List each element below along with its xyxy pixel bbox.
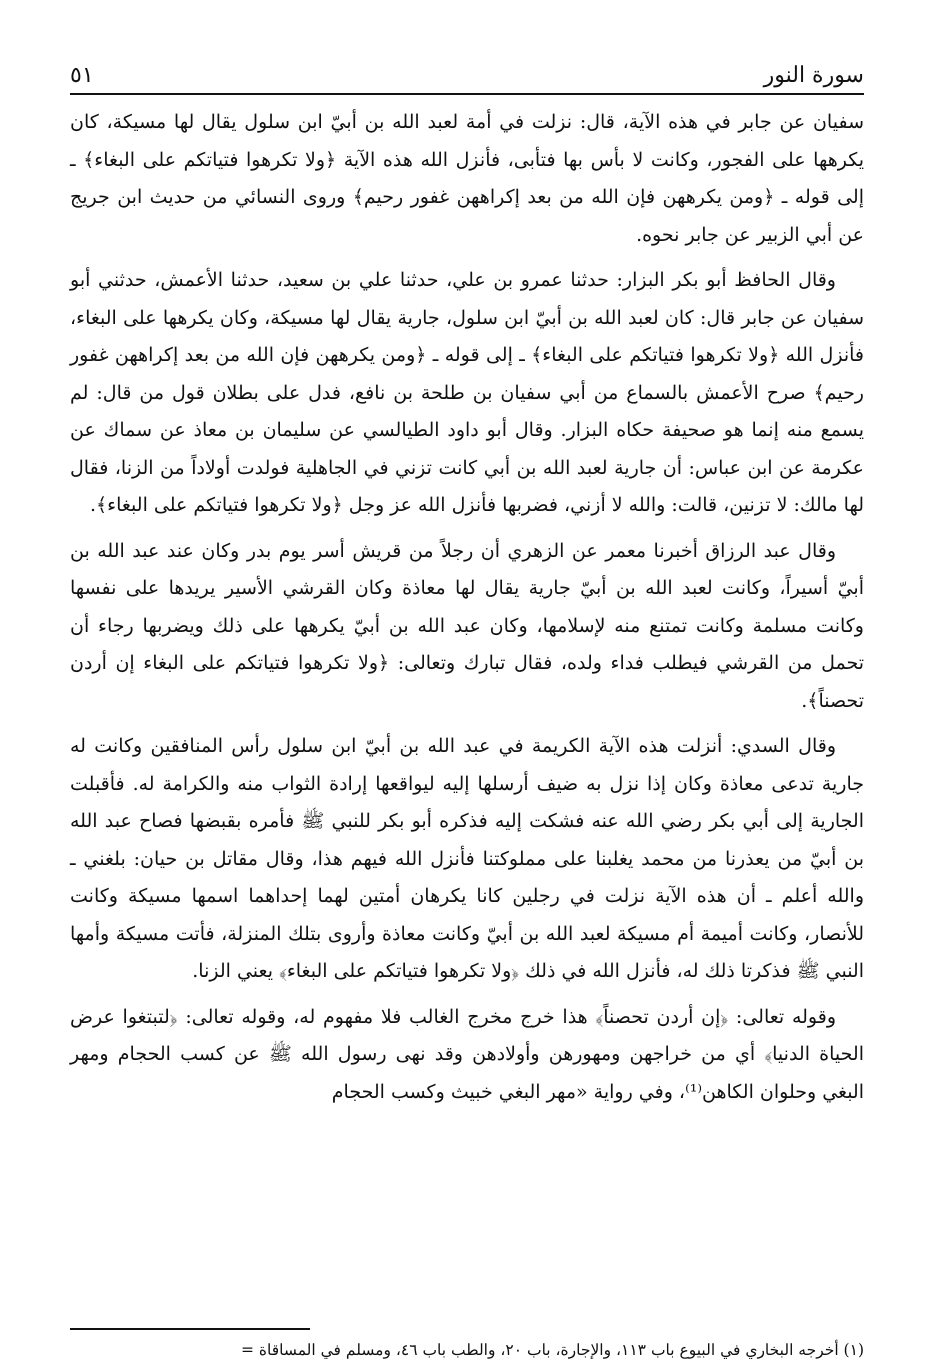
page-number: ٥١ — [70, 63, 94, 88]
footnote: (١) أخرجه البخاري في البيوع باب ١١٣، والإجارة، باب ٢٠، والطب باب ٤٦، ومسلم في المساقاة = — [240, 1341, 864, 1359]
paragraph-1: سفيان عن جابر في هذه الآية، قال: نزلت في أمة لعبد الله بن أبيّ ابن سلول يقال لها مسيكة، كان يكرهها على الفجور، وكانت لا بأس بها فتأبى، فأنزل الله هذه الآية ﴿ولا تكرهوا فتياتكم على البغاء﴾ ـ إلى قوله ـ ﴿ومن يكرههن فإن الله من بعد إكراههن غفور رحيم﴾ وروى النسائي من حديث ابن جريج عن أبي الزبير عن جابر نحوه. — [70, 111, 864, 246]
surah-title: سورة النور — [763, 63, 864, 88]
paragraph-2: وقال الحافظ أبو بكر البزار: حدثنا عمرو بن علي، حدثنا علي بن سعيد، حدثنا الأعمش، حدثني أبو سفيان عن جابر قال: كان لعبد الله بن أبيّ ابن سلول، جارية يقال لها مسيكة، وكان يكرهها على البغاء، فأنزل الله ﴿ولا تكرهوا فتياتكم على البغاء﴾ ـ إلى قوله ـ ﴿ومن يكرههن فإن الله من بعد إكراههن غفور رحيم﴾ صرح الأعمش بالسماع من أبي سفيان بن طلحة بن نافع، فدل على بطلان قول من قال: لم يسمع منه إنما هو صحيفة حكاه البزار. وقال أبو داود الطيالسي عن سليمان بن معاذ عن سماك عن عكرمة عن ابن عباس: أن جارية لعبد الله بن أبي كانت تزني في الجاهلية فولدت أولاداً من الزنا، فقال لها مالك: لا تزنين، قالت: والله لا أزني، فضربها فأنزل الله عز وجل ﴿ولا تكرهوا فتياتكم على البغاء﴾. — [70, 269, 864, 516]
paragraph-3: وقال عبد الرزاق أخبرنا معمر عن الزهري أن رجلاً من قريش أسر يوم بدر وكان عند عبد الله بن أبيّ أسيراً، وكانت لعبد الله بن أبيّ جارية يقال لها معاذة وكان القرشي الأسير يريدها على نفسها وكانت مسلمة وكانت تمتنع منه لإسلامها، وكان عبد الله بن أبيّ يكرهها على ذلك ويضربها رجاء أن تحمل من القرشي فيطلب فداء ولده، فقال تبارك وتعالى: ﴿ولا تكرهوا فتياتكم على البغاء إن أردن تحصناً﴾. — [70, 539, 864, 712]
page-header — [70, 52, 864, 92]
footnote-rule — [70, 1328, 310, 1330]
header-rule — [70, 93, 864, 95]
paragraph-4: وقال السدي: أنزلت هذه الآية الكريمة في عبد الله بن أبيّ ابن سلول رأس المنافقين وكانت له جارية تدعى معاذة وكان إذا نزل به ضيف أرسلها إليه ليواقعها إرادة الثواب منه والكرامة له. فأقبلت الجارية إلى أبي بكر رضي الله عنه فشكت إليه فذكره أبو بكر للنبي ﷺ فأمره بقبضها فصاح عبد الله بن أبيّ من يعذرنا من محمد يغلبنا على مملوكتنا فأنزل الله فيهم هذا، وقال مقاتل بن حيان: بلغني ـ والله أعلم ـ أن هذه الآية نزلت في رجلين كانا يكرهان أمتين لهما إحداهما اسمها مسيكة وكانت للأنصار، وكانت أميمة أم مسيكة لعبد الله بن أبيّ وكانت معاذة وأروى بتلك المنزلة، فأتت مسيكة وأمها النبي ﷺ فذكرتا ذلك له، فأنزل الله في ذلك ﴿ولا تكرهوا فتياتكم على البغاء﴾ يعني الزنا. — [70, 735, 864, 982]
book-page — [70, 52, 864, 1359]
paragraph-5: وقوله تعالى: ﴿إن أردن تحصناً﴾ هذا خرج مخرج الغالب فلا مفهوم له، وقوله تعالى: ﴿لتبتغوا عرض الحياة الدنيا﴾ أي من خراجهن ومهورهن وأولادهن وقد نهى رسول الله ﷺ عن كسب الحجام ومهر البغي وحلوان الكاهن⁽¹⁾، وفي رواية «مهر البغي خبيث وكسب الحجام — [70, 1005, 864, 1103]
page-body — [70, 104, 864, 1119]
